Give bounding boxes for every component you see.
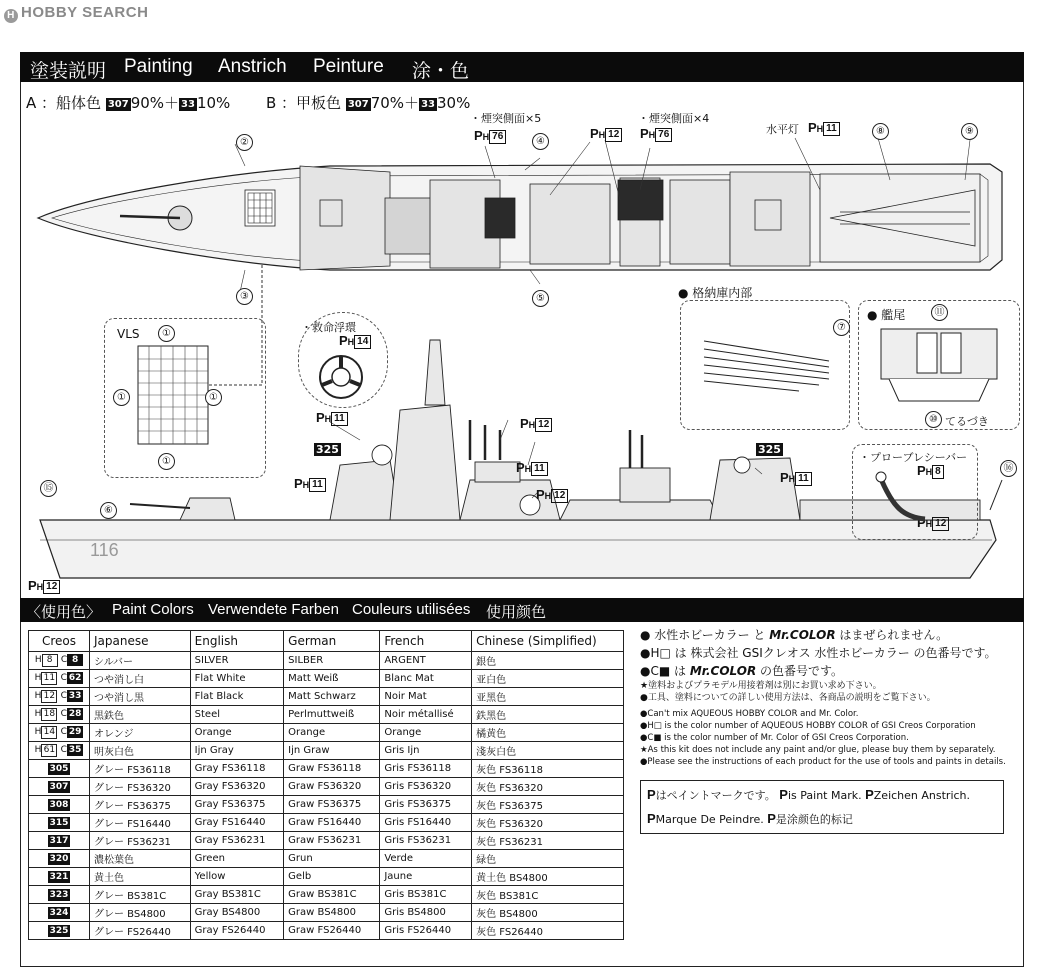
cell-cn: 灰色 FS36320 — [472, 778, 624, 796]
paint-mark-icon: P — [865, 787, 874, 802]
c325-badge: 325 — [758, 443, 781, 456]
cell-de: Graw FS36375 — [284, 796, 380, 814]
paint-mark-icon: PH 8 — [917, 463, 944, 479]
colors-title-cn: 使用颜色 — [486, 604, 547, 621]
cell-jp: グレー FS16440 — [90, 814, 191, 832]
num-1: ① — [113, 389, 130, 406]
cell-de: Perlmuttweiß — [284, 706, 380, 724]
cell-fr: Verde — [380, 850, 472, 868]
cell-fr: Gris FS16440 — [380, 814, 472, 832]
num-10: ⑩ — [925, 411, 942, 428]
hangar-inset — [680, 300, 850, 430]
hobby-color-code: 14 — [41, 726, 57, 739]
mr-color-code: 317 — [49, 835, 69, 846]
cell-en: Gray BS4800 — [190, 904, 284, 922]
note-en-1: ●Can't mix AQUEOUS HOBBY COLOR and Mr. Color. — [640, 709, 859, 719]
creos-code-cell — [29, 796, 90, 814]
colors-title-fr: Couleurs utilisées — [352, 601, 471, 618]
cell-fr: Gris FS36118 — [380, 760, 472, 778]
creos-code-cell — [29, 760, 90, 778]
paint-mark-icon: PH 11 — [780, 470, 812, 486]
table-row — [29, 706, 624, 724]
table-header-row — [29, 631, 624, 652]
cell-jp: グレー FS36320 — [90, 778, 191, 796]
cell-cn: 黄土色 BS4800 — [472, 868, 624, 886]
hobby-color-code: 12 — [41, 690, 57, 703]
cell-jp: 濃松葉色 — [90, 850, 191, 868]
painting-title-de: Anstrich — [218, 56, 287, 77]
cell-en: Orange — [190, 724, 284, 742]
mr-color-code: 8 — [67, 654, 83, 666]
cell-cn: 淺灰白色 — [472, 742, 624, 760]
col-english: English — [190, 631, 284, 652]
stern-drawing — [879, 325, 999, 405]
stern-name-text: てるづき — [945, 415, 989, 428]
cell-jp: グレー FS36375 — [90, 796, 191, 814]
paint-mark-icon: PH 12 — [536, 487, 568, 503]
cell-cn: 灰色 FS36320 — [472, 814, 624, 832]
cell-fr: Gris Ijn — [380, 742, 472, 760]
mr-color-code: 33 — [68, 691, 82, 701]
mr-color-code: 307 — [49, 781, 69, 792]
probe-receiver-inset — [852, 444, 978, 540]
colors-title-de: Verwendete Farben — [208, 601, 339, 618]
table-row — [29, 904, 624, 922]
cell-jp: グレー BS381C — [90, 886, 191, 904]
table-row — [29, 832, 624, 850]
table-row — [29, 778, 624, 796]
cell-jp: 黄土色 — [90, 868, 191, 886]
mr-color-code: 325 — [49, 925, 69, 936]
logo-mark: H — [4, 9, 18, 23]
cell-cn: 銀色 — [472, 652, 624, 670]
num-4: ④ — [532, 133, 549, 150]
hobby-color-code: 8 — [42, 654, 58, 667]
life-ring-label: ・救命浮環 — [301, 321, 356, 334]
cell-de: Gelb — [284, 868, 380, 886]
col-chinese: Chinese (Simplified) — [472, 631, 624, 652]
cell-de: Graw FS36320 — [284, 778, 380, 796]
c325-badge: 325 — [316, 443, 339, 456]
cell-jp: グレー BS4800 — [90, 904, 191, 922]
cell-de: Graw BS381C — [284, 886, 380, 904]
colors-title-jp: 〈使用色〉 — [26, 604, 102, 621]
note-en-4: ★As this kit does not include any paint and/or glue, please buy them by separately. — [640, 745, 996, 755]
num-3: ③ — [236, 288, 253, 305]
cell-de: Matt Schwarz — [284, 688, 380, 706]
table-row — [29, 760, 624, 778]
color-a: A ：船体色 307 90%＋ 33 10% — [26, 94, 231, 112]
cell-cn: 灰色 BS4800 — [472, 904, 624, 922]
hangar-interior-label: ● 格納庫内部 — [678, 286, 753, 300]
num-15: ⑮ — [40, 480, 57, 497]
table-row — [29, 742, 624, 760]
cell-fr: Gris FS36320 — [380, 778, 472, 796]
life-ring-icon — [317, 353, 365, 401]
paint-mark-icon: PH 76 — [474, 128, 506, 144]
vls-grid — [137, 345, 209, 445]
creos-code-cell: H 14 C 29 — [29, 724, 90, 742]
cell-fr: Gris FS36375 — [380, 796, 472, 814]
table-row — [29, 814, 624, 832]
stern-inset — [858, 300, 1020, 430]
paint-mark-icon: PH 11 — [316, 410, 348, 426]
num-16: ⑯ — [1000, 460, 1017, 477]
cell-de: Grun — [284, 850, 380, 868]
colors-header — [20, 598, 1024, 622]
paint-mark-icon: PH 76 — [640, 126, 672, 142]
table-row — [29, 850, 624, 868]
num-9: ⑨ — [961, 123, 978, 140]
life-ring-inset — [298, 312, 388, 408]
num-11: ⑪ — [931, 304, 948, 321]
notes — [640, 626, 1024, 768]
note-en-3: ●C■ is the color number of Mr. Color of GSI Creos Corporation. — [640, 733, 909, 743]
painting-header — [20, 52, 1024, 82]
cell-jp: オレンジ — [90, 724, 191, 742]
num-7: ⑦ — [833, 319, 850, 336]
cell-en: Yellow — [190, 868, 284, 886]
colors-title-en: Paint Colors — [112, 601, 194, 618]
stern-label: ● 艦尾 — [867, 308, 906, 322]
table-row — [29, 886, 624, 904]
cell-cn: 緑色 — [472, 850, 624, 868]
cell-cn: 亚黑色 — [472, 688, 624, 706]
note-jp-4: ★塗料およびプラモデル用接着剤は別にお買い求め下さい。 — [640, 681, 882, 691]
cell-en: Gray BS381C — [190, 886, 284, 904]
note-jp-1: ● 水性ホビーカラー と Mr.COLOR はまぜられません。 — [640, 628, 949, 642]
col-japanese: Japanese — [90, 631, 191, 652]
col-creos: Creos — [29, 631, 90, 652]
cell-en: Gray FS36118 — [190, 760, 284, 778]
table-row — [29, 724, 624, 742]
creos-code-cell: H 11 C 62 — [29, 670, 90, 688]
paint-mark-icon: PH 12 — [520, 416, 552, 432]
paint-mark-icon: P — [767, 811, 776, 826]
mr-color-code: 29 — [68, 727, 82, 737]
probe-drawing — [873, 467, 933, 527]
paint-mark-icon: P — [647, 811, 656, 826]
cell-en: Flat Black — [190, 688, 284, 706]
cell-en: Steel — [190, 706, 284, 724]
cell-cn: 亚白色 — [472, 670, 624, 688]
cell-cn: 灰色 FS36375 — [472, 796, 624, 814]
table-row — [29, 868, 624, 886]
cell-en: Gray FS36231 — [190, 832, 284, 850]
note-jp-2: ●H□ は 株式会社 GSIクレオス 水性ホビーカラー の色番号です。 — [640, 646, 997, 660]
creos-code-cell — [29, 868, 90, 886]
cell-fr: Gris BS381C — [380, 886, 472, 904]
creos-code-cell — [29, 922, 90, 940]
cell-fr: Noir métallisé — [380, 706, 472, 724]
hobby-color-code: 18 — [41, 708, 57, 721]
creos-code-cell — [29, 778, 90, 796]
cell-cn: 灰色 BS381C — [472, 886, 624, 904]
col-french: French — [380, 631, 472, 652]
cell-fr: Gris FS36231 — [380, 832, 472, 850]
cell-en: SILVER — [190, 652, 284, 670]
paint-mark-icon: PH 12 — [590, 126, 622, 142]
cell-en: Gray FS26440 — [190, 922, 284, 940]
cell-de: Orange — [284, 724, 380, 742]
paint-mark-icon: P — [647, 787, 656, 802]
vls-inset — [104, 318, 266, 478]
mr-color-code: 305 — [49, 763, 69, 774]
creos-code-cell: H 61 C 35 — [29, 742, 90, 760]
cell-en: Flat White — [190, 670, 284, 688]
funnel-side-5: ・煙突側面×5 — [470, 112, 542, 125]
cell-jp: 明灰白色 — [90, 742, 191, 760]
cell-de: Ijn Graw — [284, 742, 380, 760]
note-en-2: ●H□ is the color number of AQUEOUS HOBBY COLOR of GSI Creos Corporation — [640, 721, 976, 731]
col-german: German — [284, 631, 380, 652]
cell-cn: 灰色 FS36231 — [472, 832, 624, 850]
cell-jp: グレー FS26440 — [90, 922, 191, 940]
note-jp-3: ●C■ は Mr.COLOR の色番号です。 — [640, 664, 844, 678]
mr-color-code: 315 — [49, 817, 69, 828]
creos-code-cell — [29, 850, 90, 868]
paint-mark-icon: PH 11 — [516, 460, 548, 476]
painting-title-fr: Peinture — [313, 56, 384, 77]
cell-de: SILBER — [284, 652, 380, 670]
cell-fr: Gris BS4800 — [380, 904, 472, 922]
painting-title-en: Painting — [124, 56, 193, 77]
table-row — [29, 670, 624, 688]
paint-mark-legend: Pはペイントマークです。 Pis Paint Mark. PZeichen Anstrich. PMarque De Peindre. P是涂颜色的标记 — [640, 780, 1004, 834]
num-2: ② — [236, 134, 253, 151]
table-body — [29, 652, 624, 940]
cell-jp: グレー FS36231 — [90, 832, 191, 850]
paint-mark-icon: P — [779, 787, 788, 802]
note-jp-5: ●工具、塗料についての詳しい使用方法は、各商品の説明をご覧下さい。 — [640, 693, 936, 703]
paint-mark-icon: PH 12 — [28, 578, 60, 594]
note-en-5: ●Please see the instructions of each product for the use of tools and paints in details. — [640, 757, 1006, 767]
cell-cn: 鉄黑色 — [472, 706, 624, 724]
paint-mark-icon: PH 11 — [808, 120, 840, 136]
cell-fr: Blanc Mat — [380, 670, 472, 688]
funnel-side-4: ・煙突側面×4 — [638, 112, 710, 125]
cell-fr: Jaune — [380, 868, 472, 886]
cell-en: Gray FS16440 — [190, 814, 284, 832]
mr-color-code: 320 — [49, 853, 69, 864]
logo-text: HOBBY SEARCH — [21, 4, 149, 21]
creos-code-cell: H 18 C 28 — [29, 706, 90, 724]
creos-code-cell: H 12 C 33 — [29, 688, 90, 706]
creos-code-cell: H 8 C 8 — [29, 652, 90, 670]
cell-de: Graw BS4800 — [284, 904, 380, 922]
num-1: ① — [205, 389, 222, 406]
painting-title-jp: 塗装説明 — [30, 61, 107, 82]
num-1: ① — [158, 453, 175, 470]
cell-jp: グレー FS36118 — [90, 760, 191, 778]
paint-mark-icon: PH 11 — [294, 476, 326, 492]
site-logo — [4, 4, 148, 23]
vls-label: VLS — [117, 327, 140, 341]
paint-mark-icon: PH 14 — [339, 333, 371, 349]
probe-label: ・プローブレシーバー — [859, 451, 968, 464]
num-5: ⑤ — [532, 290, 549, 307]
cell-cn: 橘黄色 — [472, 724, 624, 742]
mr-color-code: 323 — [49, 889, 69, 900]
horizontal-light-label: 水平灯 — [766, 123, 799, 136]
creos-code-cell — [29, 814, 90, 832]
mr-color-code: 28 — [68, 709, 82, 719]
cell-fr: Orange — [380, 724, 472, 742]
table-row — [29, 796, 624, 814]
hobby-color-code: 61 — [41, 744, 57, 757]
mr-color-code: 324 — [49, 907, 69, 918]
cell-de: Graw FS36118 — [284, 760, 380, 778]
painting-title-cn: 涂・色 — [412, 61, 470, 82]
table-row — [29, 922, 624, 940]
color-b: B ：甲板色 307 70%＋ 33 30% — [266, 94, 471, 112]
cell-en: Ijn Gray — [190, 742, 284, 760]
cell-fr: Noir Mat — [380, 688, 472, 706]
creos-code-cell — [29, 832, 90, 850]
cell-fr: Gris FS26440 — [380, 922, 472, 940]
table-row — [29, 688, 624, 706]
hobby-color-code: 11 — [41, 672, 57, 685]
creos-code-cell — [29, 886, 90, 904]
paint-color-table — [28, 630, 624, 940]
mr-color-code: 321 — [49, 871, 69, 882]
cell-jp: シルバー — [90, 652, 191, 670]
cell-jp: 黒鉄色 — [90, 706, 191, 724]
hangar-parts — [699, 321, 839, 411]
cell-de: Graw FS16440 — [284, 814, 380, 832]
cell-cn: 灰色 FS36118 — [472, 760, 624, 778]
mr-color-code: 308 — [49, 799, 69, 810]
cell-cn: 灰色 FS26440 — [472, 922, 624, 940]
paint-mark-icon: PH 12 — [917, 515, 949, 531]
cell-en: Green — [190, 850, 284, 868]
hull-number: 116 — [90, 540, 119, 560]
cell-de: Graw FS26440 — [284, 922, 380, 940]
cell-de: Matt Weiß — [284, 670, 380, 688]
cell-jp: つや消し白 — [90, 670, 191, 688]
cell-fr: ARGENT — [380, 652, 472, 670]
cell-de: Graw FS36231 — [284, 832, 380, 850]
cell-en: Gray FS36375 — [190, 796, 284, 814]
num-6: ⑥ — [100, 502, 117, 519]
cell-jp: つや消し黒 — [90, 688, 191, 706]
num-1: ① — [158, 325, 175, 342]
table-row — [29, 652, 624, 670]
creos-code-cell — [29, 904, 90, 922]
num-8: ⑧ — [872, 123, 889, 140]
mr-color-code: 35 — [68, 745, 82, 755]
cell-en: Gray FS36320 — [190, 778, 284, 796]
mr-color-code: 62 — [68, 673, 82, 683]
